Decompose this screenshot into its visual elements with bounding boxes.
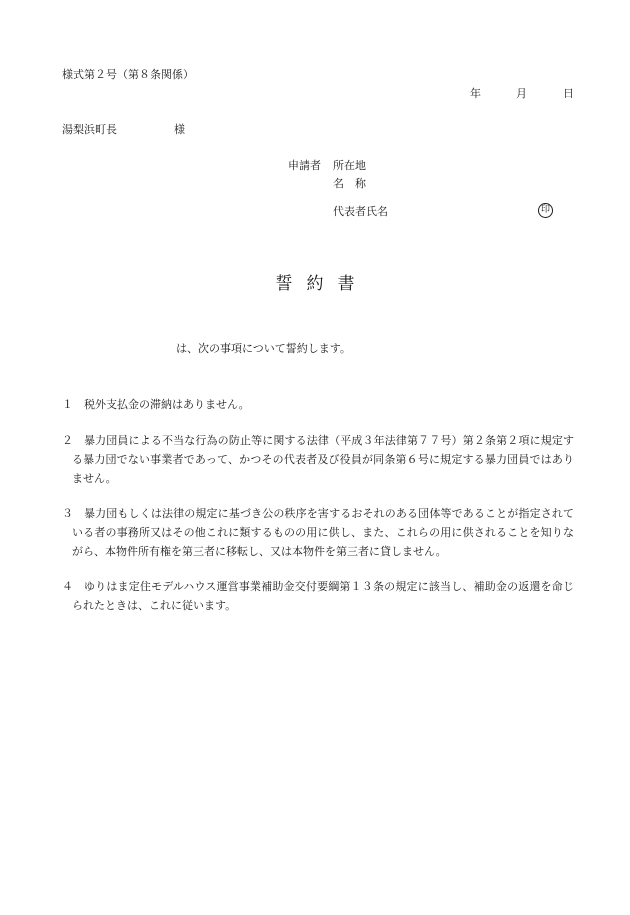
applicant-address-label: 所在地 [333, 159, 366, 172]
addressee-name: 湯梨浜町長 [62, 123, 117, 136]
seal-icon: 印 [538, 203, 553, 218]
pledge-item-text: 暴力団員による不当な行為の防止等に関する法律（平成３年法律第７７号）第２条第２項に規定する暴力団でない事業者であって、かつその代表者及び役員が同条第６号に規定する暴力団員ではありません。 [72, 434, 574, 485]
date-day-label: 日 [563, 87, 574, 100]
pledge-item-1 [62, 395, 574, 414]
pledge-item-text: ゆりはま定住モデルハウス運営事業補助金交付要綱第１３条の規定に該当し、補助金の返還を命じられたときは、これに従います。 [72, 580, 574, 612]
pledge-item-number: ４ [62, 580, 73, 593]
pledge-item-text: 暴力団もしくは法律の規定に基づき公の秩序を害するおそれのある団体等であることが指定されている者の事務所又はその他これに類するものの用に供し、また、これらの用に供されることを知りながら、本物件所有権を第三者に移転し、又は本物件を第三者に貸しません。 [72, 507, 574, 558]
pledge-item-4 [62, 577, 574, 615]
intro-text: は、次の事項について誓約します。 [176, 342, 351, 355]
document-title: 誓約書 [275, 274, 369, 294]
form-number: 様式第２号（第８条関係） [62, 68, 194, 81]
pledge-item-text: 税外支払金の滞納はありません。 [84, 398, 250, 411]
date-month-label: 月 [516, 87, 527, 100]
applicant-role-label: 申請者 [288, 159, 321, 172]
pledge-item-number: ３ [62, 507, 73, 520]
pledge-item-2 [62, 431, 574, 488]
representative-name-label: 代表者氏名 [333, 205, 388, 218]
applicant-name-label: 名 称 [333, 177, 366, 190]
pledge-item-number: ２ [62, 434, 73, 447]
pledge-item-number: １ [62, 398, 73, 411]
addressee [62, 123, 185, 136]
date-year-label: 年 [470, 87, 481, 100]
pledge-item-3 [62, 504, 574, 561]
addressee-honorific: 様 [174, 123, 185, 136]
